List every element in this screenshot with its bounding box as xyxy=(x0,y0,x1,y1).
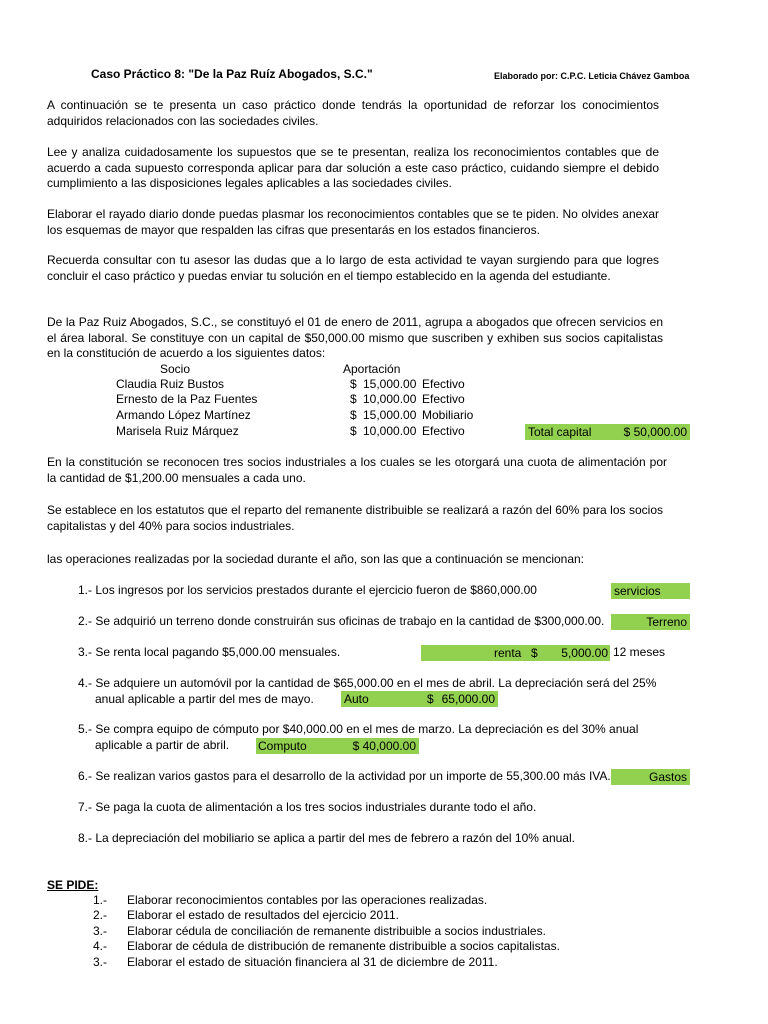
requirement-item xyxy=(93,893,487,908)
operation-text: Se compra equipo de cómputo por $40,000.00 en el mes de marzo. La depreciación es del 30% anual xyxy=(95,722,639,736)
operation-number: 1.- xyxy=(78,583,93,597)
requirement-number: 3.- xyxy=(93,955,108,969)
case-paragraph-3: Se establece en los estatutos que el reparto del remanente distribuible se realizará a razón del 60% para los socios capitalistas y del 40% para socios industriales. xyxy=(47,503,663,533)
gastos-label: Gastos xyxy=(648,770,687,784)
operation-item xyxy=(78,645,340,660)
partner-amount: 10,000.00 xyxy=(363,424,417,438)
requirement-text: Elaborar el estado de resultados del ejercicio 2011. xyxy=(127,908,399,922)
operation-item xyxy=(78,676,656,691)
gastos-tag xyxy=(611,769,690,785)
operation-text: Se renta local pagando $5,000.00 mensuales. xyxy=(95,645,341,659)
currency-symbol: $ xyxy=(350,408,357,422)
requirement-text: Elaborar cédula de conciliación de remanente distribuible a socios industriales. xyxy=(127,924,546,938)
partner-amount: 15,000.00 xyxy=(363,377,417,391)
total-capital-label: Total capital xyxy=(528,425,592,439)
intro-paragraph-4: Recuerda consultar con tu asesor las dudas que a lo largo de esta actividad te vayan surgiendo para que logres concluir el caso práctico y puedas enviar tu solución en el tiempo establecido en la agenda del estudiante. xyxy=(47,253,659,283)
operation-number: 3.- xyxy=(78,645,93,659)
document-title: Caso Práctico 8: "De la Paz Ruíz Abogados, S.C." xyxy=(91,67,373,81)
computo-tag xyxy=(256,738,419,754)
partner-name: Ernesto de la Paz Fuentes xyxy=(116,392,258,406)
auto-tag xyxy=(341,691,498,707)
case-paragraph-1: De la Paz Ruiz Abogados, S.C., se constituyó el 01 de enero de 2011, agrupa a abogados que ofrecen servicios en el área laboral. Se constituye con un capital de $50,000.00 mismo que suscriben y exhiben sus socios capitalistas en la constitución de acuerdo a los siguientes datos: xyxy=(47,315,663,360)
operation-item xyxy=(78,614,604,629)
requirement-item xyxy=(93,908,399,923)
partner-amount: 15,000.00 xyxy=(363,408,417,422)
operation-text: Se paga la cuota de alimentación a los tres socios industriales durante todo el año. xyxy=(95,800,537,814)
case-paragraph-4: las operaciones realizadas por la sociedad durante el año, son las que a continuación se mencionan: xyxy=(47,552,585,566)
operation-item xyxy=(78,769,611,784)
terreno-label: Terreno xyxy=(646,615,687,629)
total-capital-value: $ 50,000.00 xyxy=(623,425,687,439)
intro-paragraph-3: Elaborar el rayado diario donde puedas plasmar los reconocimientos contables que se te piden. No olvides anexar los esquemas de mayor que respalden las cifras que presentarás en los estados financieros. xyxy=(47,207,659,237)
operation-text: Se realizan varios gastos para el desarrollo de la actividad por un importe de 55,300.00 más IVA. xyxy=(95,769,611,783)
operation-item xyxy=(78,831,575,846)
operation-item xyxy=(78,583,537,598)
requirement-item xyxy=(93,955,498,970)
partner-type: Mobiliario xyxy=(422,408,474,422)
computo-value: $ 40,000.00 xyxy=(352,739,416,753)
operation-number: 4.- xyxy=(78,676,93,690)
renta-months: 12 meses xyxy=(613,645,666,659)
partner-type: Efectivo xyxy=(422,424,465,438)
partner-name: Armando López Martínez xyxy=(116,408,251,422)
auto-label: Auto xyxy=(344,692,369,706)
auto-value: 65,000.00 xyxy=(441,692,495,706)
intro-paragraph-1: A continuación se te presenta un caso práctico donde tendrás la oportunidad de reforzar los conocimientos adquiridos relacionados con las sociedades civiles. xyxy=(47,98,659,128)
requirement-text: Elaborar de cédula de distribución de remanente distribuible a socios capitalistas. xyxy=(127,939,560,953)
case-paragraph-2: En la constitución se reconocen tres socios industriales a los cuales se les otorgará una cuota de alimentación por la cantidad de $1,200.00 mensuales a cada uno. xyxy=(47,455,667,485)
operation-text: Se adquiere un automóvil por la cantidad de $65,000.00 en el mes de abril. La depreciación será del 25% xyxy=(95,676,657,690)
currency-symbol: $ xyxy=(350,377,357,391)
auto-currency: $ xyxy=(427,692,434,706)
partner-name: Claudia Ruiz Bustos xyxy=(116,377,225,391)
currency-symbol: $ xyxy=(350,392,357,406)
operation-text: Se adquirió un terreno donde construirán sus oficinas de trabajo en la cantidad de $300,000.00. xyxy=(95,614,605,628)
renta-label: renta xyxy=(494,646,522,660)
operation-item xyxy=(78,722,638,737)
operation-number: 2.- xyxy=(78,614,93,628)
operation-number: 7.- xyxy=(78,800,93,814)
operation-text: La depreciación del mobiliario se aplica a partir del mes de febrero a razón del 10% anual. xyxy=(95,831,575,845)
servicios-tag xyxy=(611,583,690,599)
computo-label: Computo xyxy=(258,739,307,753)
renta-tag xyxy=(421,645,610,661)
requirement-number: 2.- xyxy=(93,908,108,922)
operation-text-continued: aplicable a partir de abril. xyxy=(95,738,230,752)
intro-paragraph-2: Lee y analiza cuidadosamente los supuestos que se te presentan, realiza los reconocimientos contables que de acuerdo a cada supuesto corresponda aplicar para dar solución a este caso práctico, cuidando siempre el debido cumplimiento a las disposiciones legales aplicables a las sociedades civiles. xyxy=(47,145,659,190)
requirement-number: 3.- xyxy=(93,924,108,938)
requirement-item xyxy=(93,924,546,939)
renta-currency: $ xyxy=(531,646,538,660)
operation-text-continued: anual aplicable a partir del mes de mayo. xyxy=(95,692,314,706)
renta-value: 5,000.00 xyxy=(561,646,608,660)
col-header-socio: Socio xyxy=(160,362,191,376)
requirement-text: Elaborar el estado de situación financiera al 31 de diciembre de 2011. xyxy=(127,955,498,969)
requirement-item xyxy=(93,939,560,954)
partner-type: Efectivo xyxy=(422,392,465,406)
requirement-number: 1.- xyxy=(93,893,108,907)
requirements-title: SE PIDE: xyxy=(47,878,99,892)
requirement-text: Elaborar reconocimientos contables por las operaciones realizadas. xyxy=(127,893,488,907)
total-capital-highlight xyxy=(525,424,690,440)
currency-symbol: $ xyxy=(350,424,357,438)
terreno-tag xyxy=(611,614,690,630)
operation-number: 5.- xyxy=(78,722,93,736)
partner-type: Efectivo xyxy=(422,377,465,391)
requirement-number: 4.- xyxy=(93,939,108,953)
operation-text: Los ingresos por los servicios prestados durante el ejercicio fueron de $860,000.00 xyxy=(95,583,537,597)
col-header-aportacion: Aportación xyxy=(343,362,401,376)
operation-item xyxy=(78,800,536,815)
operation-number: 8.- xyxy=(78,831,93,845)
partner-name: Marisela Ruiz Márquez xyxy=(116,424,239,438)
operation-number: 6.- xyxy=(78,769,93,783)
author-line: Elaborado por: C.P.C. Leticia Chávez Gamboa xyxy=(494,71,690,81)
partner-amount: 10,000.00 xyxy=(363,392,417,406)
servicios-label: servicios xyxy=(614,584,661,598)
